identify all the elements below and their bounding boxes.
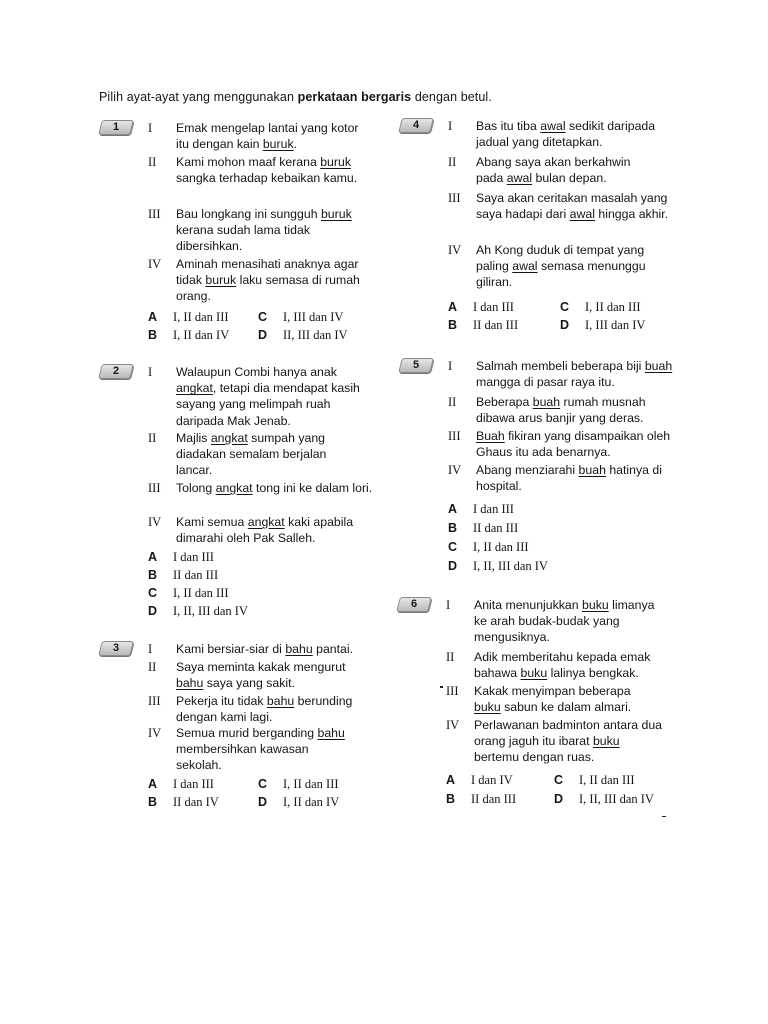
underlined-word: awal: [506, 171, 533, 186]
underlined-word: bahu: [176, 676, 204, 691]
underlined-word: awal: [512, 259, 538, 274]
underlined-word: angkat: [247, 515, 285, 529]
underlined-word: buku: [474, 700, 501, 715]
underlined-word: buruk: [320, 207, 352, 221]
question-number-badge: 1: [98, 120, 134, 135]
underlined-word: buku: [520, 666, 548, 681]
underlined-word: buruk: [205, 273, 237, 288]
underlined-word: Buah: [476, 429, 505, 443]
underlined-word: awal: [540, 119, 566, 133]
question-number-badge: 5: [398, 358, 434, 373]
instruction: Pilih ayat-ayat yang menggunakan perkataan bergaris dengan betul.: [99, 90, 492, 104]
underlined-word: buruk: [262, 137, 294, 152]
scan-speck: [662, 816, 666, 817]
question-number-badge: 2: [98, 364, 134, 379]
question-number-badge: 3: [98, 641, 134, 656]
underlined-word: bahu: [317, 726, 345, 740]
underlined-word: bahu: [266, 694, 295, 708]
underlined-word: buku: [582, 598, 609, 612]
question-number-badge: 6: [396, 597, 432, 612]
underlined-word: buah: [532, 395, 561, 409]
scan-speck: [440, 686, 443, 688]
underlined-word: angkat: [176, 381, 213, 396]
underlined-word: angkat: [215, 481, 253, 495]
question-number-badge: 4: [398, 118, 434, 133]
underlined-word: buah: [644, 359, 673, 373]
underlined-word: buruk: [320, 155, 351, 169]
underlined-word: bahu: [285, 642, 313, 656]
underlined-word: awal: [569, 207, 595, 222]
underlined-word: buah: [578, 463, 606, 477]
underlined-word: angkat: [210, 431, 248, 445]
underlined-word: buku: [592, 734, 620, 749]
